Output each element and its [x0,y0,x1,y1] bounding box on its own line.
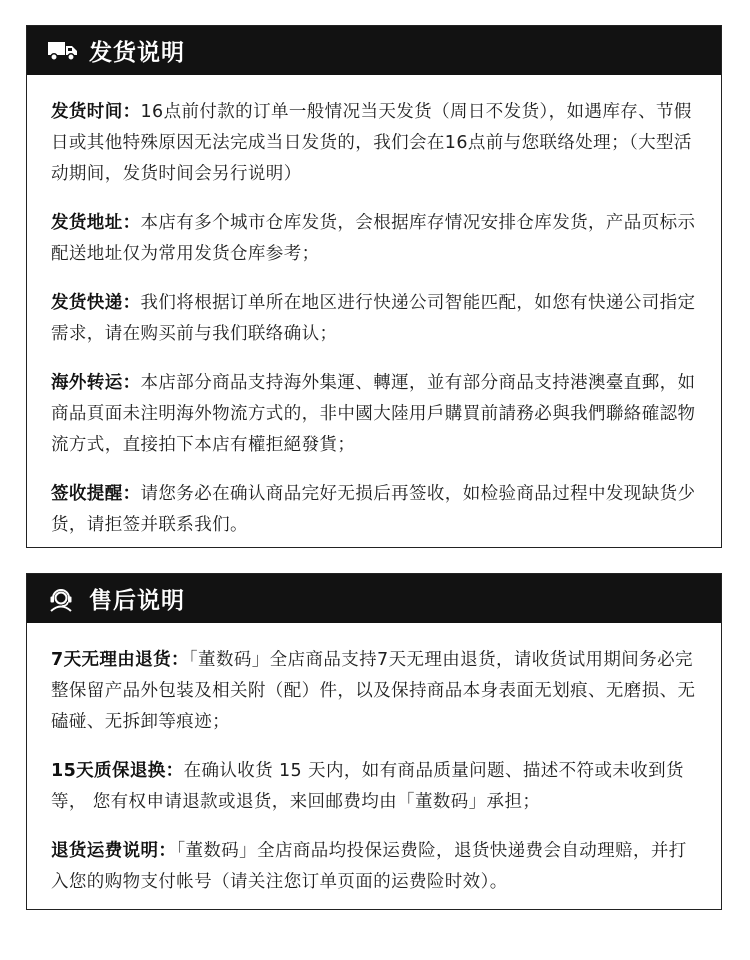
overseas-transfer-text: 本店部分商品支持海外集運、轉運，並有部分商品支持港澳臺直郵，如商品頁面未注明海外物流方式的，非中國大陸用戶購買前請務必與我們聯絡確認物流方式，直接拍下本店有權拒絕發貨； [51,373,696,455]
overseas-transfer [51,368,697,461]
fifteen-day-warranty-text: 在确认收货 15 天内，如有商品质量问题、描述不符或未收到货等， 您有权申请退款或退货，来回邮费均由「董数码」承担； [51,761,684,812]
signing-reminder-text: 请您务必在确认商品完好无损后再签收，如检验商品过程中发现缺货少货，请拒签并联系我们。 [51,484,696,535]
return-shipping-fee [51,836,697,898]
shipping-time-text: 16点前付款的订单一般情况当天发货（周日不发货），如遇库存、节假日或其他特殊原因无法完成当日发货的，我们会在16点前与您联络处理；（大型活动期间，发货时间会另行说明） [51,102,692,184]
overseas-transfer-label: 海外转运： [51,373,141,393]
fifteen-day-warranty [51,756,697,818]
shipping-address-text: 本店有多个城市仓库发货，会根据库存情况安排仓库发货，产品页标示配送地址仅为常用发货仓库参考； [51,213,696,264]
return-shipping-fee-text: 「董数码」全店商品均投保运费险，退货快递费会自动理赔，并打入您的购物支付帐号（请关注您订单页面的运费险时效）。 [51,841,687,892]
seven-day-return [51,645,697,738]
truck-icon [47,38,83,64]
shipping-info-panel [26,25,722,548]
shipping-title: 发货说明 [89,40,185,66]
seven-day-return-label: 7天无理由退货： [51,650,189,670]
seven-day-return-text: 「董数码」全店商品支持7天无理由退货，请收货试用期间务必完整保留产品外包装及相关附（配）件，以及保持商品本身表面无划痕、无磨损、无磕碰、无拆卸等痕迹； [51,650,696,732]
signing-reminder [51,479,697,541]
fifteen-day-warranty-label: 15天质保退换： [51,761,184,781]
shipping-time [51,97,697,190]
customer-service-icon [47,586,83,612]
aftersales-header [27,574,721,623]
shipping-address-label: 发货地址： [51,213,141,233]
shipping-courier-text: 我们将根据订单所在地区进行快递公司智能匹配，如您有快递公司指定需求，请在购买前与我们联络确认； [51,293,696,344]
aftersales-body [27,623,721,898]
aftersales-title: 售后说明 [89,588,185,614]
shipping-address [51,208,697,270]
signing-reminder-label: 签收提醒： [51,484,141,504]
shipping-body [27,75,721,541]
shipping-time-label: 发货时间： [51,102,141,122]
shipping-header [27,26,721,75]
shipping-courier [51,288,697,350]
shipping-courier-label: 发货快递： [51,293,141,313]
return-shipping-fee-label: 退货运费说明： [51,841,177,861]
aftersales-info-panel [26,573,722,910]
